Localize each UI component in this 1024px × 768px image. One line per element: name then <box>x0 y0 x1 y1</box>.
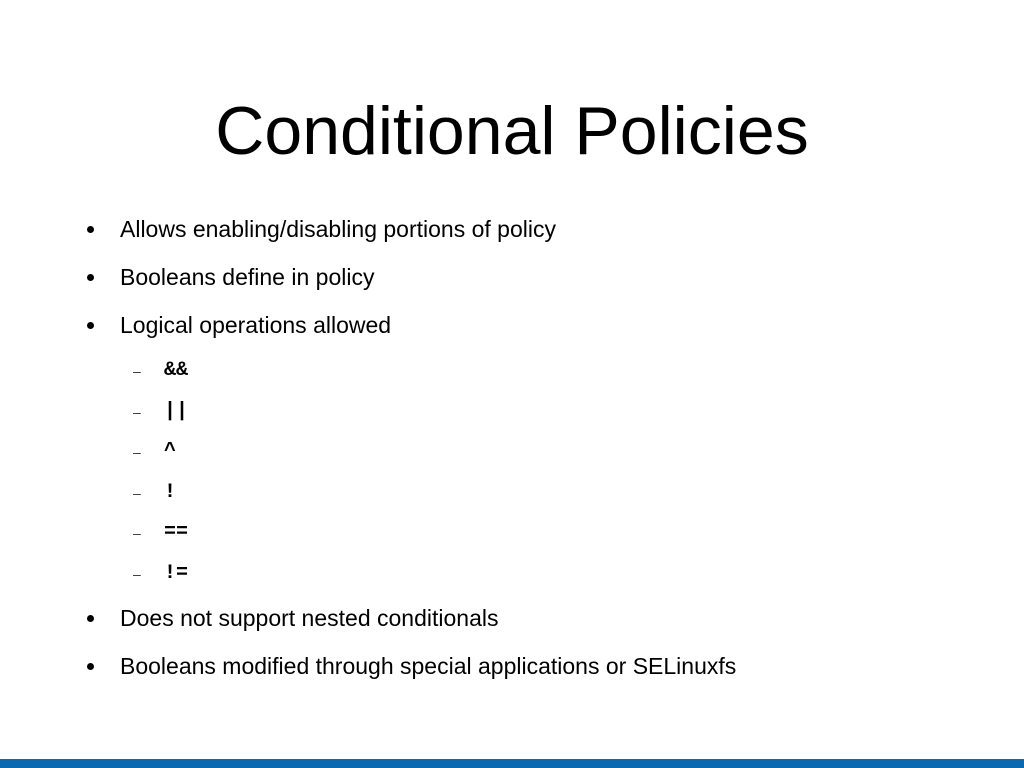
dash-icon: – <box>133 363 141 379</box>
bullet-text: Booleans modified through special applications or SELinuxfs <box>120 653 737 679</box>
bullet-dot-icon <box>87 615 94 622</box>
dash-icon: – <box>133 444 141 460</box>
bullet-text: Allows enabling/disabling portions of policy <box>120 216 556 242</box>
operator-code: || <box>164 400 189 423</box>
bullet-text: Booleans define in policy <box>120 264 375 290</box>
operator-code: != <box>164 562 189 585</box>
dash-icon: – <box>133 525 141 541</box>
operator-code: ! <box>164 481 177 504</box>
dash-icon: – <box>133 566 141 582</box>
dash-icon: – <box>133 485 141 501</box>
bullet-dot-icon <box>87 663 94 670</box>
bullet-text: Does not support nested conditionals <box>120 605 499 631</box>
bullet-dot-icon <box>87 322 94 329</box>
slide-title: Conditional Policies <box>215 93 809 169</box>
bullet-dot-icon <box>87 226 94 233</box>
operator-code: == <box>164 521 189 544</box>
dash-icon: – <box>133 404 141 420</box>
bullet-text: Logical operations allowed <box>120 312 392 338</box>
operator-code: ^ <box>164 440 177 463</box>
bullet-dot-icon <box>87 274 94 281</box>
operator-code: && <box>164 359 189 382</box>
footer-bar <box>0 759 1024 768</box>
